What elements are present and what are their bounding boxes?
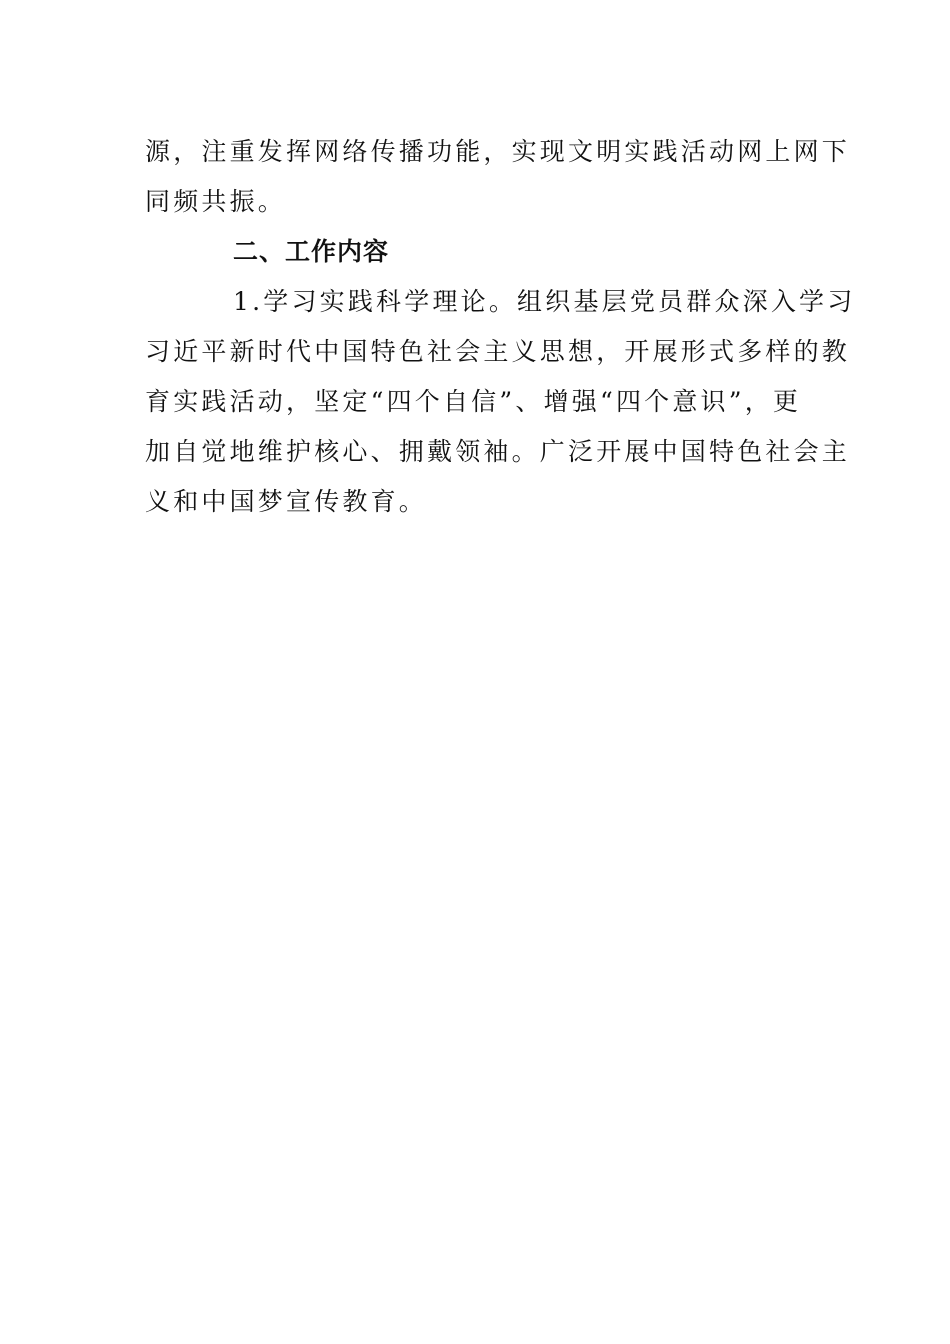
item-line: 育实践活动，坚定“四个自信”、增强“四个意识”，更 — [145, 387, 802, 416]
paragraph-line: 源，注重发挥网络传播功能，实现文明实践活动网上网下 — [145, 137, 851, 166]
item-line: 1.学习实践科学理论。组织基层党员群众深入学习 — [233, 287, 856, 316]
paragraph-line: 同频共振。 — [145, 187, 287, 216]
item-line: 义和中国梦宣传教育。 — [145, 487, 428, 516]
item-line: 习近平新时代中国特色社会主义思想，开展形式多样的教 — [145, 337, 851, 366]
section-heading: 二、工作内容 — [233, 237, 390, 266]
item-line: 加自觉地维护核心、拥戴领袖。广泛开展中国特色社会主 — [145, 437, 851, 466]
